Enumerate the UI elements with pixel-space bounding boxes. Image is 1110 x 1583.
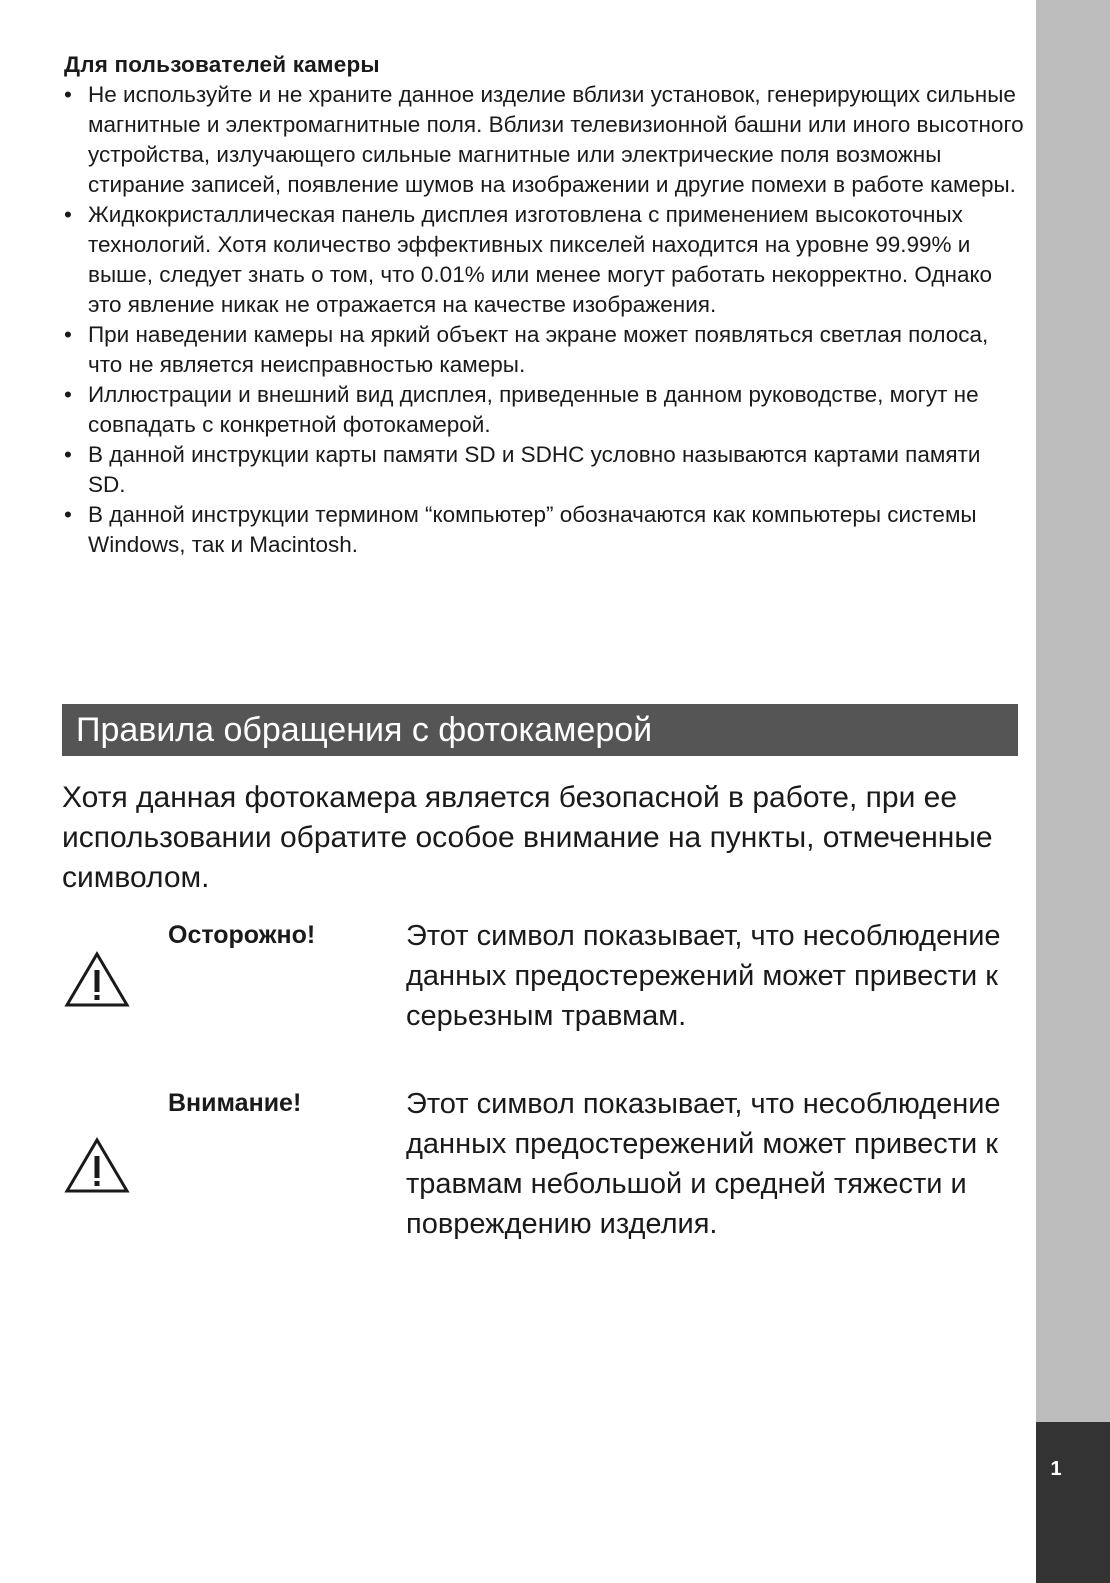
list-item-text: Не используйте и не храните данное изделие вблизи установок, генерирующих сильные магнитные и электромагнитные поля. Вблизи телевизионной башни или иного высотного устройства, излучающего сильные магнитные или электрические поля возможны стирание записей, появление шумов на изображении и другие помехи в работе камеры. bbox=[88, 82, 1024, 197]
list-item bbox=[64, 80, 1024, 200]
caution-label: Осторожно! bbox=[168, 921, 316, 949]
list-item-text: При наведении камеры на яркий объект на экране может появляться светлая полоса, что не является неисправностью камеры. bbox=[88, 322, 989, 377]
page-number: 1 bbox=[1050, 1458, 1062, 1480]
list-item-text: В данной инструкции карты памяти SD и SDHC условно называются картами памяти SD. bbox=[88, 442, 981, 497]
users-bullet-list bbox=[64, 80, 1024, 560]
list-item-text: Жидкокристаллическая панель дисплея изготовлена с применением высокоточных технологий. Хотя количество эффективных пикселей находится на уровне 99.99% и выше, следует знать о том, что 0.01% или менее могут работать некорректно. Однако это явление никак не отражается на качестве изображения. bbox=[88, 202, 993, 317]
caution-text: Этот символ показывает, что несоблюдение данных предостережений может привести к серьезным травмам. bbox=[406, 920, 1001, 1032]
warning-triangle-icon bbox=[64, 950, 130, 1008]
list-item-text: Иллюстрации и внешний вид дисплея, приведенные в данном руководстве, могут не совпадать с конкретной фотокамерой. bbox=[88, 382, 979, 437]
list-item bbox=[64, 500, 1024, 560]
bullet-dot: • bbox=[64, 82, 72, 107]
section-title: Правила обращения с фотокамерой bbox=[76, 711, 653, 749]
attention-label: Внимание! bbox=[168, 1089, 302, 1117]
list-item bbox=[64, 320, 1024, 380]
section-intro: Хотя данная фотокамера является безопасной в работе, при ее использовании обратите особое внимание на пункты, отмеченные символом. bbox=[62, 781, 993, 894]
users-heading: Для пользователей камеры bbox=[64, 52, 380, 77]
list-item bbox=[64, 200, 1024, 320]
side-strip bbox=[1036, 0, 1110, 1583]
list-item-text: В данной инструкции термином “компьютер” обозначаются как компьютеры системы Windows, так и Macintosh. bbox=[88, 502, 977, 557]
bullet-dot: • bbox=[64, 202, 72, 227]
bullet-dot: • bbox=[64, 382, 72, 407]
bullet-dot: • bbox=[64, 322, 72, 347]
page-number-tab bbox=[1036, 1422, 1110, 1583]
warning-triangle-icon bbox=[64, 1136, 130, 1194]
section-title-bar bbox=[62, 704, 1018, 756]
bullet-dot: • bbox=[64, 442, 72, 467]
attention-text: Этот символ показывает, что несоблюдение данных предостережений может привести к травмам небольшой и средней тяжести и повреждению изделия. bbox=[406, 1088, 1001, 1240]
bullet-dot: • bbox=[64, 502, 72, 527]
users-section bbox=[64, 50, 1024, 560]
list-item bbox=[64, 380, 1024, 440]
list-item bbox=[64, 440, 1024, 500]
